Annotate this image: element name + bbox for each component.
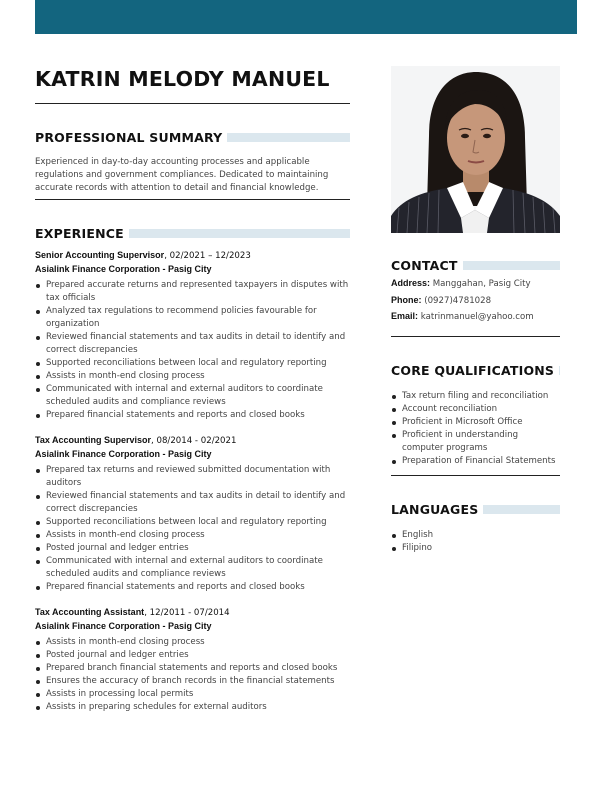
job-bullet: Assists in month-end closing process bbox=[35, 636, 350, 649]
profile-photo bbox=[391, 66, 560, 233]
languages-title: LANGUAGES bbox=[391, 501, 479, 517]
qualification-item: Tax return filing and reconciliation bbox=[391, 390, 560, 403]
qualification-item: Proficient in understanding computer programs bbox=[391, 429, 560, 455]
job-title-line bbox=[35, 434, 350, 448]
language-item: Filipino bbox=[391, 542, 560, 555]
job-bullet: Posted journal and ledger entries bbox=[35, 542, 350, 555]
summary-text: Experienced in day-to-day accounting processes and applicable regulations and government compliances. Dedicated to maintaining accurate records with attention to detail and financial knowledge. bbox=[35, 157, 329, 193]
job-bullet: Prepared accurate returns and represented taxpayers in disputes with tax officials bbox=[35, 279, 350, 305]
qualifications-divider bbox=[391, 475, 560, 476]
qualifications-heading bbox=[391, 363, 560, 378]
qualification-item: Proficient in Microsoft Office bbox=[391, 416, 560, 429]
job-title: Tax Accounting Assistant bbox=[35, 607, 145, 618]
job-entry bbox=[35, 434, 350, 594]
job-company: Asialink Finance Corporation - Pasig City bbox=[35, 621, 212, 632]
experience-title: EXPERIENCE bbox=[35, 226, 124, 242]
contact-divider bbox=[391, 336, 560, 337]
languages-heading bbox=[391, 502, 560, 517]
job-bullet: Assists in preparing schedules for external auditors bbox=[35, 701, 350, 714]
contact-email bbox=[391, 309, 560, 326]
job-dates: , 02/2021 – 12/2023 bbox=[164, 251, 251, 262]
qualifications-section bbox=[391, 363, 560, 476]
job-title: Tax Accounting Supervisor bbox=[35, 435, 152, 446]
job-entry bbox=[35, 249, 350, 422]
summary-heading bbox=[35, 130, 350, 145]
languages-list bbox=[391, 529, 560, 555]
phone-label: Phone: bbox=[391, 294, 422, 305]
job-bullet: Supported reconciliations between local and regulatory reporting bbox=[35, 516, 350, 529]
address-label: Address: bbox=[391, 278, 431, 288]
experience-section bbox=[35, 226, 350, 714]
contact-title: CONTACT bbox=[391, 258, 458, 273]
qualifications-list bbox=[391, 390, 560, 468]
job-company: Asialink Finance Corporation - Pasig City bbox=[35, 449, 212, 460]
job-bullet: Posted journal and ledger entries bbox=[35, 649, 350, 662]
job-entry bbox=[35, 606, 350, 714]
job-bullet: Assists in month-end closing process bbox=[35, 370, 350, 383]
job-title: Senior Accounting Supervisor bbox=[35, 250, 165, 261]
email-value[interactable]: katrinmanuel@yahoo.com bbox=[418, 312, 534, 322]
job-bullet: Prepared tax returns and reviewed submitted documentation with auditors bbox=[35, 464, 350, 490]
qualification-item: Preparation of Financial Statements bbox=[391, 455, 560, 468]
summary-divider bbox=[35, 199, 350, 200]
name-divider bbox=[35, 103, 350, 104]
summary-title: PROFESSIONAL SUMMARY bbox=[35, 130, 223, 145]
candidate-name: KATRIN MELODY MANUEL bbox=[35, 67, 330, 91]
phone-value: (0927)4781028 bbox=[421, 295, 492, 306]
summary-section bbox=[35, 130, 350, 200]
job-title-line bbox=[35, 249, 350, 263]
language-item: English bbox=[391, 529, 560, 542]
main-column bbox=[35, 66, 350, 714]
job-bullet: Assists in month-end closing process bbox=[35, 529, 350, 542]
job-dates: , 12/2011 - 07/2014 bbox=[144, 608, 230, 619]
contact-heading-bar bbox=[463, 261, 560, 270]
contact-phone bbox=[391, 293, 560, 310]
job-dates: , 08/2014 - 02/2021 bbox=[151, 436, 237, 447]
job-bullets bbox=[35, 279, 350, 422]
job-bullets bbox=[35, 636, 350, 714]
job-bullet: Prepared financial statements and reports and closed books bbox=[35, 581, 350, 594]
job-bullet: Communicated with internal and external auditors to coordinate scheduled audits and compliance reviews bbox=[35, 555, 350, 581]
contact-address bbox=[391, 276, 560, 293]
qualification-item: Account reconciliation bbox=[391, 403, 560, 416]
contact-heading bbox=[391, 258, 560, 273]
job-company: Asialink Finance Corporation - Pasig City bbox=[35, 264, 212, 275]
job-bullet: Ensures the accuracy of branch records in the financial statements bbox=[35, 675, 350, 688]
email-label: Email: bbox=[391, 311, 419, 321]
address-value: Manggahan, Pasig City bbox=[430, 279, 531, 289]
portrait-image bbox=[391, 66, 560, 233]
experience-heading-bar bbox=[129, 229, 350, 238]
job-title-line bbox=[35, 606, 350, 620]
job-bullet: Supported reconciliations between local and regulatory reporting bbox=[35, 357, 350, 370]
job-bullet: Communicated with internal and external auditors to coordinate scheduled audits and compliance reviews bbox=[35, 383, 350, 409]
languages-section bbox=[391, 502, 560, 555]
qualifications-heading-bar bbox=[559, 366, 560, 375]
experience-heading bbox=[35, 226, 350, 241]
job-bullet: Prepared financial statements and reports and closed books bbox=[35, 409, 350, 422]
job-bullet: Reviewed financial statements and tax audits in detail to identify and correct discrepancies bbox=[35, 490, 350, 516]
side-column bbox=[391, 66, 560, 555]
languages-heading-bar bbox=[483, 505, 560, 514]
contact-section bbox=[391, 258, 560, 337]
job-bullet: Analyzed tax regulations to recommend policies favourable for organization bbox=[35, 305, 350, 331]
job-bullets bbox=[35, 464, 350, 594]
job-bullet: Reviewed financial statements and tax audits in detail to identify and correct discrepancies bbox=[35, 331, 350, 357]
job-bullet: Assists in processing local permits bbox=[35, 688, 350, 701]
qualifications-title: CORE QUALIFICATIONS bbox=[391, 362, 555, 378]
job-bullet: Prepared branch financial statements and reports and closed books bbox=[35, 662, 350, 675]
header-accent-bar bbox=[35, 0, 577, 34]
summary-heading-bar bbox=[227, 133, 350, 142]
